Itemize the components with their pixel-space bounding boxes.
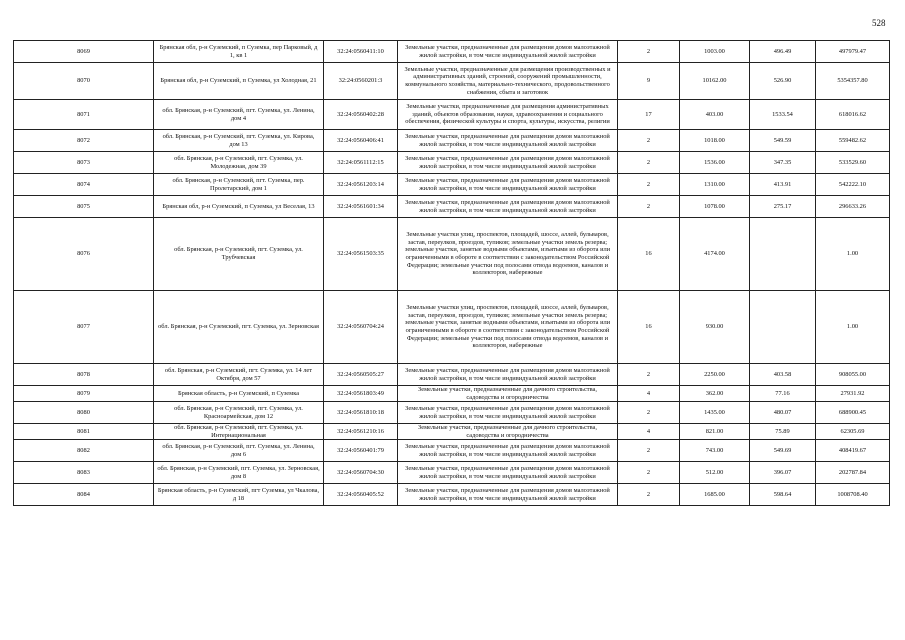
row-number-cell: 8080 (14, 402, 154, 424)
row-number-cell: 8071 (14, 100, 154, 130)
cadastral-number-cell: 32:24:0560201:3 (324, 63, 398, 100)
land-use-cell: Земельные участки, предназначенные для размещения домов малоэтажной жилой застройки, в том числе индивидуальной жилой застройки (398, 440, 618, 462)
table-row (14, 100, 890, 130)
group-cell: 2 (618, 402, 680, 424)
table-row (14, 130, 890, 152)
group-cell: 4 (618, 424, 680, 440)
cadastral-number-cell: 32:24:0561810:18 (324, 402, 398, 424)
address-cell: обл. Брянская, р-н Суземский, пгт. Суземка, ул. Кирова, дом 13 (154, 130, 324, 152)
row-number-cell: 8069 (14, 41, 154, 63)
table-row (14, 196, 890, 218)
address-cell: обл. Брянская, р-н Суземский, пгт. Суземка, ул. Ленина, дом 4 (154, 100, 324, 130)
table-row (14, 291, 890, 364)
area-cell: 1003.00 (680, 41, 750, 63)
group-cell: 2 (618, 462, 680, 484)
cadastral-number-cell: 32:24:0561503:35 (324, 218, 398, 291)
row-number-cell: 8074 (14, 174, 154, 196)
table-row (14, 402, 890, 424)
cadastral-number-cell: 32:24:0561112:15 (324, 152, 398, 174)
area-cell: 403.00 (680, 100, 750, 130)
cadastral-value-cell: 533529.60 (816, 152, 890, 174)
cadastral-value-cell: 542222.10 (816, 174, 890, 196)
cadastral-number-cell: 32:24:0560405:52 (324, 484, 398, 506)
group-cell: 17 (618, 100, 680, 130)
row-number-cell: 8082 (14, 440, 154, 462)
specific-value-cell: 480.07 (750, 402, 816, 424)
cadastral-value-cell: 908055.00 (816, 364, 890, 386)
table-row (14, 386, 890, 402)
row-number-cell: 8070 (14, 63, 154, 100)
cadastral-value-cell: 408419.67 (816, 440, 890, 462)
address-cell: обл. Брянская, р-н Суземский, пгт. Суземка, ул. Ленина, дом 6 (154, 440, 324, 462)
address-cell: Брянская область, р-н Суземский, п Суземка (154, 386, 324, 402)
land-use-cell: Земельные участки улиц, проспектов, площадей, шоссе, аллей, бульваров, застав, переулков, проездов, тупиков; земельные участки земель резерва; земельные участки, занятые водными объектами, изъятыми из оборота или ограниченными в обороте в соответствии с законодательством Российской Федерации; земельные участки под полосами отвода водоемов, каналов и коллекторов, набережные (398, 291, 618, 364)
specific-value-cell: 1533.54 (750, 100, 816, 130)
cadastral-number-cell: 32:24:0561803:49 (324, 386, 398, 402)
group-cell: 9 (618, 63, 680, 100)
cadastral-number-cell: 32:24:0561203:14 (324, 174, 398, 196)
row-number-cell: 8078 (14, 364, 154, 386)
cadastral-number-cell: 32:24:0561601:34 (324, 196, 398, 218)
table-row (14, 462, 890, 484)
cadastral-number-cell: 32:24:0561210:16 (324, 424, 398, 440)
row-number-cell: 8073 (14, 152, 154, 174)
cadastral-value-cell: 1.00 (816, 218, 890, 291)
land-use-cell: Земельные участки, предназначенные для размещения домов малоэтажной жилой застройки, в том числе индивидуальной жилой застройки (398, 174, 618, 196)
cadastral-value-cell: 1.00 (816, 291, 890, 364)
table-row (14, 484, 890, 506)
address-cell: Брянская обл, р-н Суземский, п Суземка, пер Парковый, д 1, кв 1 (154, 41, 324, 63)
page-number: 528 (872, 18, 886, 28)
land-use-cell: Земельные участки, предназначенные для размещения домов малоэтажной жилой застройки, в том числе индивидуальной жилой застройки (398, 152, 618, 174)
area-cell: 512.00 (680, 462, 750, 484)
table-row (14, 174, 890, 196)
area-cell: 4174.00 (680, 218, 750, 291)
table-row (14, 440, 890, 462)
area-cell: 1078.00 (680, 196, 750, 218)
specific-value-cell: 403.58 (750, 364, 816, 386)
address-cell: Брянская область, р-н Суземский, пгт Суземка, ул Чкалова, д 18 (154, 484, 324, 506)
address-cell: обл. Брянская, р-н Суземский, пгт. Суземка, ул. Трубчевская (154, 218, 324, 291)
land-use-cell: Земельные участки, предназначенные для размещения производственных и административных зданий, строений, сооружений промышленности, коммунального хозяйства, материально-технического, продовольственного снабжения, сбыта и заготовок (398, 63, 618, 100)
row-number-cell: 8072 (14, 130, 154, 152)
row-number-cell: 8081 (14, 424, 154, 440)
area-cell: 1685.00 (680, 484, 750, 506)
group-cell: 16 (618, 218, 680, 291)
cadastral-value-cell: 5354357.80 (816, 63, 890, 100)
land-use-cell: Земельные участки, предназначенные для дачного строительства, садоводства и огородничества (398, 424, 618, 440)
specific-value-cell: 347.35 (750, 152, 816, 174)
area-cell: 1536.00 (680, 152, 750, 174)
land-use-cell: Земельные участки, предназначенные для размещения домов малоэтажной жилой застройки, в том числе индивидуальной жилой застройки (398, 402, 618, 424)
cadastral-table (13, 40, 890, 506)
cadastral-value-cell: 559482.62 (816, 130, 890, 152)
specific-value-cell: 598.64 (750, 484, 816, 506)
cadastral-value-cell: 1008708.40 (816, 484, 890, 506)
cadastral-number-cell: 32:24:0560704:30 (324, 462, 398, 484)
land-use-cell: Земельные участки, предназначенные для размещения домов малоэтажной жилой застройки, в том числе индивидуальной жилой застройки (398, 462, 618, 484)
address-cell: Брянская обл, р-н Суземский, п Суземка, ул Веселая, 13 (154, 196, 324, 218)
specific-value-cell (750, 218, 816, 291)
row-number-cell: 8083 (14, 462, 154, 484)
cadastral-value-cell: 27931.92 (816, 386, 890, 402)
row-number-cell: 8076 (14, 218, 154, 291)
area-cell: 2250.00 (680, 364, 750, 386)
area-cell: 1310.00 (680, 174, 750, 196)
table-row (14, 41, 890, 63)
specific-value-cell: 77.16 (750, 386, 816, 402)
land-use-cell: Земельные участки улиц, проспектов, площадей, шоссе, аллей, бульваров, застав, переулков, проездов, тупиков; земельные участки земель резерва; земельные участки, занятые водными объектами, изъятыми из оборота или ограниченными в обороте в соответствии с законодательством Российской Федерации; земельные участки под полосами отвода водоемов, каналов и коллекторов, набережные (398, 218, 618, 291)
land-use-cell: Земельные участки, предназначенные для размещения домов малоэтажной жилой застройки, в том числе индивидуальной жилой застройки (398, 41, 618, 63)
address-cell: обл. Брянская, р-н Суземский, пгт. Суземка, ул. 14 лет Октября, дом 57 (154, 364, 324, 386)
specific-value-cell: 549.59 (750, 130, 816, 152)
group-cell: 2 (618, 130, 680, 152)
area-cell: 1018.00 (680, 130, 750, 152)
specific-value-cell: 549.69 (750, 440, 816, 462)
cadastral-number-cell: 32:24:0560406:41 (324, 130, 398, 152)
row-number-cell: 8075 (14, 196, 154, 218)
row-number-cell: 8084 (14, 484, 154, 506)
table-row (14, 424, 890, 440)
group-cell: 2 (618, 364, 680, 386)
row-number-cell: 8079 (14, 386, 154, 402)
cadastral-value-cell: 296633.26 (816, 196, 890, 218)
address-cell: обл. Брянская, р-н Суземский, пгт. Суземка, пер. Пролетарский, дом 1 (154, 174, 324, 196)
cadastral-number-cell: 32:24:0560402:28 (324, 100, 398, 130)
specific-value-cell: 75.89 (750, 424, 816, 440)
group-cell: 4 (618, 386, 680, 402)
cadastral-number-cell: 32:24:0560401:79 (324, 440, 398, 462)
address-cell: обл. Брянская, р-н Суземский, пгт. Суземка, ул. Интернациональная (154, 424, 324, 440)
group-cell: 2 (618, 196, 680, 218)
area-cell: 821.00 (680, 424, 750, 440)
address-cell: обл. Брянская, р-н Суземский, пгт. Суземка, ул. Зерновская, дом 8 (154, 462, 324, 484)
area-cell: 743.00 (680, 440, 750, 462)
row-number-cell: 8077 (14, 291, 154, 364)
cadastral-value-cell: 497979.47 (816, 41, 890, 63)
land-use-cell: Земельные участки, предназначенные для размещения административных зданий, объектов образования, науки, здравоохранения и социального обеспечения, физической культуры и спорта, культуры, искусства, религии (398, 100, 618, 130)
specific-value-cell: 275.17 (750, 196, 816, 218)
group-cell: 2 (618, 440, 680, 462)
specific-value-cell: 413.91 (750, 174, 816, 196)
area-cell: 930.00 (680, 291, 750, 364)
group-cell: 2 (618, 484, 680, 506)
land-use-cell: Земельные участки, предназначенные для размещения домов малоэтажной жилой застройки, в том числе индивидуальной жилой застройки (398, 130, 618, 152)
specific-value-cell: 496.49 (750, 41, 816, 63)
table-row (14, 364, 890, 386)
cadastral-value-cell: 62305.69 (816, 424, 890, 440)
area-cell: 1435.00 (680, 402, 750, 424)
area-cell: 10162.00 (680, 63, 750, 100)
table-row (14, 218, 890, 291)
specific-value-cell (750, 291, 816, 364)
specific-value-cell: 526.90 (750, 63, 816, 100)
group-cell: 2 (618, 174, 680, 196)
land-use-cell: Земельные участки, предназначенные для размещения домов малоэтажной жилой застройки, в том числе индивидуальной жилой застройки (398, 364, 618, 386)
address-cell: обл. Брянская, р-н Суземский, пгт. Суземка, ул. Зерновская (154, 291, 324, 364)
specific-value-cell: 396.07 (750, 462, 816, 484)
cadastral-number-cell: 32:24:0560411:10 (324, 41, 398, 63)
cadastral-value-cell: 618016.62 (816, 100, 890, 130)
group-cell: 2 (618, 152, 680, 174)
address-cell: обл. Брянская, р-н Суземский, пгт. Суземка, ул. Молодежная, дом 39 (154, 152, 324, 174)
cadastral-value-cell: 688900.45 (816, 402, 890, 424)
land-use-cell: Земельные участки, предназначенные для размещения домов малоэтажной жилой застройки, в том числе индивидуальной жилой застройки (398, 484, 618, 506)
table-row (14, 152, 890, 174)
cadastral-number-cell: 32:24:0560704:24 (324, 291, 398, 364)
group-cell: 2 (618, 41, 680, 63)
cadastral-number-cell: 32:24:0560505:27 (324, 364, 398, 386)
group-cell: 16 (618, 291, 680, 364)
land-use-cell: Земельные участки, предназначенные для дачного строительства, садоводства и огородничества (398, 386, 618, 402)
land-use-cell: Земельные участки, предназначенные для размещения домов малоэтажной жилой застройки, в том числе индивидуальной жилой застройки (398, 196, 618, 218)
address-cell: Брянская обл, р-н Суземский, п Суземка, ул Холодная, 21 (154, 63, 324, 100)
cadastral-value-cell: 202787.84 (816, 462, 890, 484)
address-cell: обл. Брянская, р-н Суземский, пгт. Суземка, ул. Красноармейская, дом 12 (154, 402, 324, 424)
table-row (14, 63, 890, 100)
area-cell: 362.00 (680, 386, 750, 402)
